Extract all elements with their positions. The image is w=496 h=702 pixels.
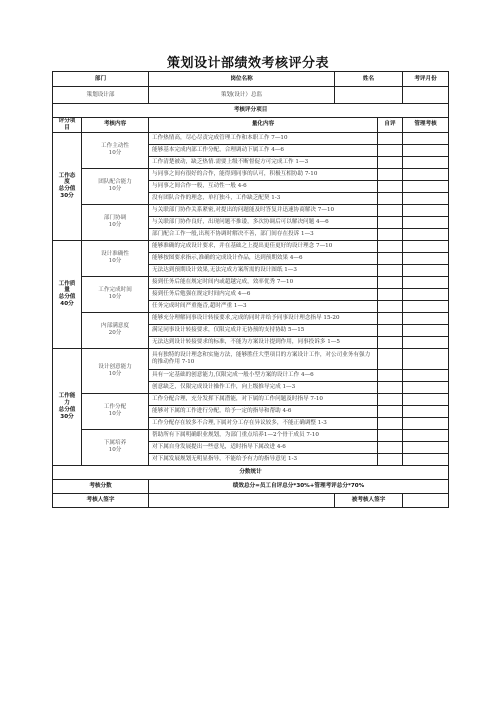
- item-name: 设计创意能力: [98, 363, 132, 370]
- manager-score-cell[interactable]: [403, 336, 449, 348]
- item-name: 团队配合能力: [98, 179, 132, 186]
- item-cell: [82, 168, 149, 204]
- manager-score-cell[interactable]: [403, 381, 449, 393]
- item-score: 10分: [108, 370, 122, 377]
- manager-score-cell[interactable]: [403, 405, 449, 417]
- col-standard: 量化内容: [149, 118, 378, 133]
- category-label: 工作质量: [58, 280, 76, 294]
- self-score-cell[interactable]: [378, 393, 403, 405]
- manager-score-cell[interactable]: [403, 300, 449, 312]
- manager-score-cell[interactable]: [403, 369, 449, 381]
- criteria-row: [53, 168, 449, 180]
- assessor-signature-field[interactable]: [149, 493, 335, 507]
- category-cell: [53, 240, 82, 348]
- manager-score-cell[interactable]: [403, 312, 449, 324]
- manager-score-cell[interactable]: [403, 168, 449, 180]
- criteria-row: [53, 240, 449, 252]
- dept-label: 部门: [53, 72, 149, 87]
- item-score: 20分: [108, 330, 122, 337]
- criteria-text: 满足同事设计转接要求，仅限完成并无协预的支持协助 5—15: [149, 324, 378, 336]
- self-score-cell[interactable]: [378, 369, 403, 381]
- manager-score-cell[interactable]: [403, 252, 449, 264]
- summary-title-row: [53, 465, 449, 479]
- self-score-cell[interactable]: [378, 441, 403, 453]
- self-score-cell[interactable]: [378, 348, 403, 369]
- category-label: 总分值: [58, 294, 76, 301]
- header-value-row: [53, 87, 449, 104]
- item-cell: [82, 429, 149, 465]
- item-cell: [82, 132, 149, 168]
- category-label: 30分: [60, 413, 74, 420]
- manager-score-cell[interactable]: [403, 216, 449, 228]
- criteria-text: 工作分配存在较多不合理,下属对分工存在异议较多，不能正确调整 1-3: [149, 417, 378, 429]
- self-score-cell[interactable]: [378, 132, 403, 144]
- manager-score-cell[interactable]: [403, 192, 449, 204]
- self-score-cell[interactable]: [378, 204, 403, 216]
- manager-score-cell[interactable]: [403, 393, 449, 405]
- item-score: 10分: [108, 447, 122, 454]
- self-score-cell[interactable]: [378, 216, 403, 228]
- position-label: 岗位名称: [149, 72, 335, 87]
- criteria-text: 工作分配合理，充分发挥下属潜能，对下属的工作问题及时指导 7-10: [149, 393, 378, 405]
- criteria-row: [53, 276, 449, 288]
- manager-score-cell[interactable]: [403, 228, 449, 240]
- item-name: 工作完成时间: [98, 287, 132, 294]
- name-label: 姓名: [335, 72, 403, 87]
- position-value[interactable]: 策划(设计）总监: [149, 87, 335, 104]
- manager-score-cell[interactable]: [403, 204, 449, 216]
- item-name: 设计准确性: [101, 251, 129, 258]
- item-name: 工作主动性: [101, 143, 129, 150]
- criteria-text: 接到任务后能在规定时间内或超越完成，效率优秀 7—10: [149, 276, 378, 288]
- manager-score-cell[interactable]: [403, 132, 449, 144]
- score-label: 考核分数: [53, 479, 149, 493]
- manager-score-cell[interactable]: [403, 144, 449, 156]
- dept-value[interactable]: 策划设计部: [53, 87, 149, 104]
- criteria-text: 与关联部门协作关系紧密,对提出的问题能及时答复并迅速协商解决 7—10: [149, 204, 378, 216]
- col-category: 评分项目: [53, 118, 82, 133]
- section-title: 考核评分项目: [53, 104, 449, 118]
- self-score-cell[interactable]: [378, 312, 403, 324]
- manager-score-cell[interactable]: [403, 453, 449, 465]
- criteria-text: 能够基本完成内部工作分配，合理调动下属工作 4—6: [149, 144, 378, 156]
- name-value[interactable]: [335, 87, 403, 104]
- criteria-text: 工作热情高，尽心尽责完成管理工作和本职工作 7—10: [149, 132, 378, 144]
- criteria-text: 能够对下属的工作进行分配，给予一定的指导和帮助 4-6: [149, 405, 378, 417]
- month-value[interactable]: [403, 87, 449, 104]
- evaluation-table: [52, 71, 449, 508]
- self-score-cell[interactable]: [378, 252, 403, 264]
- page-title: 策划设计部绩效考核评分表: [166, 56, 329, 71]
- self-score-cell[interactable]: [378, 180, 403, 192]
- manager-score-cell[interactable]: [403, 429, 449, 441]
- category-label: 总分值: [58, 406, 76, 413]
- self-score-cell[interactable]: [378, 192, 403, 204]
- self-score-cell[interactable]: [378, 453, 403, 465]
- item-cell: [82, 393, 149, 429]
- category-cell: [53, 132, 82, 240]
- category-label: 40分: [60, 301, 74, 308]
- item-cell: [82, 348, 149, 393]
- category-label: 工作能力: [58, 393, 76, 406]
- criteria-row: [53, 312, 449, 324]
- self-score-cell[interactable]: [378, 144, 403, 156]
- criteria-text: 部门配合工作一般,出现不协调时解决不善，部门间存在投诉 1—3: [149, 228, 378, 240]
- item-score: 10分: [108, 150, 122, 157]
- item-cell: [82, 312, 149, 348]
- manager-score-cell[interactable]: [403, 348, 449, 369]
- self-score-cell[interactable]: [378, 405, 403, 417]
- criteria-text: 工作清楚被动，缺乏热情.需要上级不断督促方可完成工作 1—3: [149, 156, 378, 168]
- criteria-text: 与同事之间有很好的合作，能得到同事的认可，积极互相协助 7-10: [149, 168, 378, 180]
- manager-score-cell[interactable]: [403, 288, 449, 300]
- criteria-row: [53, 204, 449, 216]
- manager-score-cell[interactable]: [403, 276, 449, 288]
- self-score-cell[interactable]: [378, 264, 403, 276]
- criteria-text: 能够准确的完成设计要求，并在基础之上提出更佳更好的设计理念 7—10: [149, 240, 378, 252]
- self-score-cell[interactable]: [378, 276, 403, 288]
- item-name: 工作分配: [103, 404, 127, 411]
- self-score-cell[interactable]: [378, 288, 403, 300]
- criteria-row: [53, 429, 449, 441]
- score-formula: 绩效总分=员工自评总分*30%+管理考评总分*70%: [149, 479, 449, 493]
- criteria-row: [53, 132, 449, 144]
- assessee-signature-field[interactable]: [403, 493, 449, 507]
- summary-title: 分数统计: [53, 465, 449, 479]
- category-label: 总分值: [58, 186, 76, 193]
- manager-score-cell[interactable]: [403, 441, 449, 453]
- item-score: 10分: [108, 411, 122, 418]
- col-self: 自评: [378, 118, 403, 133]
- assessor-label: 考核人签字: [53, 493, 149, 507]
- criteria-text: 对下属发展规划无明显指导，不能给予有力的指导意见 1-3: [149, 453, 378, 465]
- item-name: 内部满意度: [101, 323, 129, 330]
- manager-score-cell[interactable]: [403, 240, 449, 252]
- self-score-cell[interactable]: [378, 240, 403, 252]
- item-score: 10分: [108, 186, 122, 193]
- category-label: 工作态度: [58, 172, 76, 186]
- criteria-text: 与关联部门协作良好，出现问题不推诿，多次协调后可以解决问题 4—6: [149, 216, 378, 228]
- criteria-text: 无法达到预期设计效果,无法完成方案所需的设计图纸 1—3: [149, 264, 378, 276]
- column-header-row: [53, 118, 449, 133]
- item-score: 10分: [108, 258, 122, 265]
- item-cell: [82, 276, 149, 312]
- item-name: 部门协调: [103, 215, 127, 222]
- criteria-text: 创意缺乏，仅限完成设计操作工作，向上级推导完成 1—3: [149, 381, 378, 393]
- self-score-cell[interactable]: [378, 336, 403, 348]
- item-cell: [82, 240, 149, 276]
- criteria-text: 与同事之间合作一般，互动性一般 4-6: [149, 180, 378, 192]
- self-score-cell[interactable]: [378, 228, 403, 240]
- self-score-cell[interactable]: [378, 417, 403, 429]
- signature-row: [53, 493, 449, 507]
- category-cell: [53, 348, 82, 465]
- manager-score-cell[interactable]: [403, 417, 449, 429]
- criteria-text: 帮助所有下属明确职业规划，为部门重点培养1—2个骨干成员 7-10: [149, 429, 378, 441]
- criteria-text: 具有一定基础的创意能力,仅限完成一般小型方案的设计工作 4—6: [149, 369, 378, 381]
- self-score-cell[interactable]: [378, 429, 403, 441]
- self-score-cell[interactable]: [378, 156, 403, 168]
- item-score: 10分: [108, 222, 122, 229]
- criteria-text: 能够充分理解同事设计转接要求,完成的同时并给予同事设计理念指导 15-20: [149, 312, 378, 324]
- assessee-label: 被考核人签字: [335, 493, 403, 507]
- section-title-row: [53, 104, 449, 118]
- criteria-text: 没有团队合作的理念，单打独斗，工作缺乏配契 1-3: [149, 192, 378, 204]
- col-content: 考核内容: [82, 118, 149, 133]
- month-label: 考评月份: [403, 72, 449, 87]
- self-score-cell[interactable]: [378, 324, 403, 336]
- self-score-cell[interactable]: [378, 381, 403, 393]
- criteria-text: 具有独特的设计理念和实施方法，能够胜任大型项目的方案设计工作，对公司业务有强力的推动作用 7-10: [149, 348, 378, 369]
- criteria-text: 无法达到设计转接要求的标准，不能为方案设计提到作用，同事投诉多 1—5: [149, 336, 378, 348]
- item-cell: [82, 204, 149, 240]
- manager-score-cell[interactable]: [403, 264, 449, 276]
- manager-score-cell[interactable]: [403, 324, 449, 336]
- criteria-text: 任务完成时间严重拖沓,超时严重 1—3: [149, 300, 378, 312]
- criteria-text: 能够按图要求指示,准确的完成设计作品，达到预期效果 4—6: [149, 252, 378, 264]
- self-score-cell[interactable]: [378, 168, 403, 180]
- item-score: 10分: [108, 294, 122, 301]
- manager-score-cell[interactable]: [403, 156, 449, 168]
- self-score-cell[interactable]: [378, 300, 403, 312]
- criteria-row: [53, 348, 449, 369]
- category-label: 30分: [60, 193, 74, 200]
- col-manager: 管理考核: [403, 118, 449, 133]
- criteria-row: [53, 393, 449, 405]
- header-label-row: [53, 72, 449, 87]
- criteria-text: 对下属自身发展提出一些意见，适时指导下属改进 4-6: [149, 441, 378, 453]
- item-name: 下属培养: [103, 440, 127, 447]
- criteria-text: 接到任务后勉强在规定时间内完成 4—6: [149, 288, 378, 300]
- manager-score-cell[interactable]: [403, 180, 449, 192]
- score-row: [53, 479, 449, 493]
